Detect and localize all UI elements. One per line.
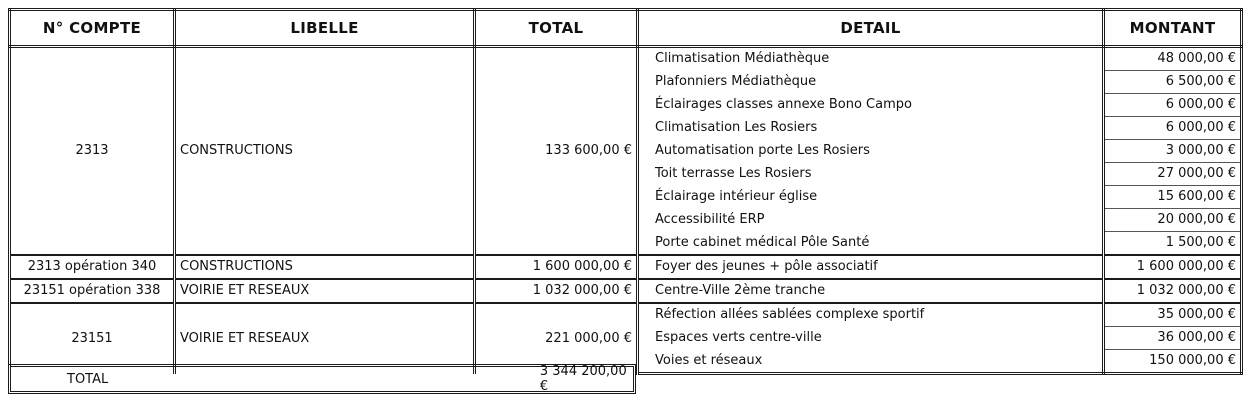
budget-sheet xyxy=(8,8,1240,394)
table-row xyxy=(10,47,1242,71)
cell-detail: Toit terrasse Les Rosiers xyxy=(638,163,1104,186)
cell-montant: 6 000,00 € xyxy=(1104,94,1242,117)
header-detail: DETAIL xyxy=(638,10,1104,47)
cell-montant: 48 000,00 € xyxy=(1104,47,1242,71)
header-total: TOTAL xyxy=(475,10,638,47)
cell-libelle: VOIRIE ET RESEAUX xyxy=(175,279,475,303)
cell-total: 221 000,00 € xyxy=(475,303,638,374)
cell-detail: Automatisation porte Les Rosiers xyxy=(638,140,1104,163)
budget-table xyxy=(8,8,1243,375)
header-montant: MONTANT xyxy=(1104,10,1242,47)
cell-detail: Voies et réseaux xyxy=(638,350,1104,374)
header-compte: N° COMPTE xyxy=(10,10,175,47)
cell-montant: 1 500,00 € xyxy=(1104,232,1242,256)
grand-total-value: 3 344 200,00 € xyxy=(539,364,627,394)
cell-montant: 3 000,00 € xyxy=(1104,140,1242,163)
cell-detail: Espaces verts centre-ville xyxy=(638,327,1104,350)
cell-total: 133 600,00 € xyxy=(475,47,638,256)
cell-libelle: VOIRIE ET RESEAUX xyxy=(175,303,475,374)
grand-total-label: TOTAL xyxy=(67,371,109,387)
cell-libelle: CONSTRUCTIONS xyxy=(175,255,475,279)
cell-detail: Porte cabinet médical Pôle Santé xyxy=(638,232,1104,256)
cell-montant: 1 600 000,00 € xyxy=(1104,255,1242,279)
grand-total-row xyxy=(8,364,636,394)
cell-detail: Plafonniers Médiathèque xyxy=(638,71,1104,94)
cell-compte: 2313 opération 340 xyxy=(10,255,175,279)
cell-total: 1 032 000,00 € xyxy=(475,279,638,303)
table-row xyxy=(10,255,1242,279)
cell-montant: 20 000,00 € xyxy=(1104,209,1242,232)
cell-montant: 15 600,00 € xyxy=(1104,186,1242,209)
cell-montant: 27 000,00 € xyxy=(1104,163,1242,186)
header-row xyxy=(10,10,1242,47)
cell-detail: Accessibilité ERP xyxy=(638,209,1104,232)
cell-detail: Centre-Ville 2ème tranche xyxy=(638,279,1104,303)
cell-montant: 6 500,00 € xyxy=(1104,71,1242,94)
cell-libelle: CONSTRUCTIONS xyxy=(175,47,475,256)
cell-compte: 23151 opération 338 xyxy=(10,279,175,303)
cell-detail: Climatisation Médiathèque xyxy=(638,47,1104,71)
header-libelle: LIBELLE xyxy=(175,10,475,47)
cell-detail: Climatisation Les Rosiers xyxy=(638,117,1104,140)
cell-montant: 150 000,00 € xyxy=(1104,350,1242,374)
cell-compte: 2313 xyxy=(10,47,175,256)
cell-total: 1 600 000,00 € xyxy=(475,255,638,279)
cell-montant: 6 000,00 € xyxy=(1104,117,1242,140)
cell-montant: 36 000,00 € xyxy=(1104,327,1242,350)
cell-compte: 23151 xyxy=(10,303,175,374)
table-row xyxy=(10,303,1242,327)
cell-detail: Réfection allées sablées complexe sportif xyxy=(638,303,1104,327)
cell-montant: 1 032 000,00 € xyxy=(1104,279,1242,303)
cell-montant: 35 000,00 € xyxy=(1104,303,1242,327)
cell-detail: Foyer des jeunes + pôle associatif xyxy=(638,255,1104,279)
cell-detail: Éclairage intérieur église xyxy=(638,186,1104,209)
table-row xyxy=(10,279,1242,303)
cell-detail: Éclairages classes annexe Bono Campo xyxy=(638,94,1104,117)
